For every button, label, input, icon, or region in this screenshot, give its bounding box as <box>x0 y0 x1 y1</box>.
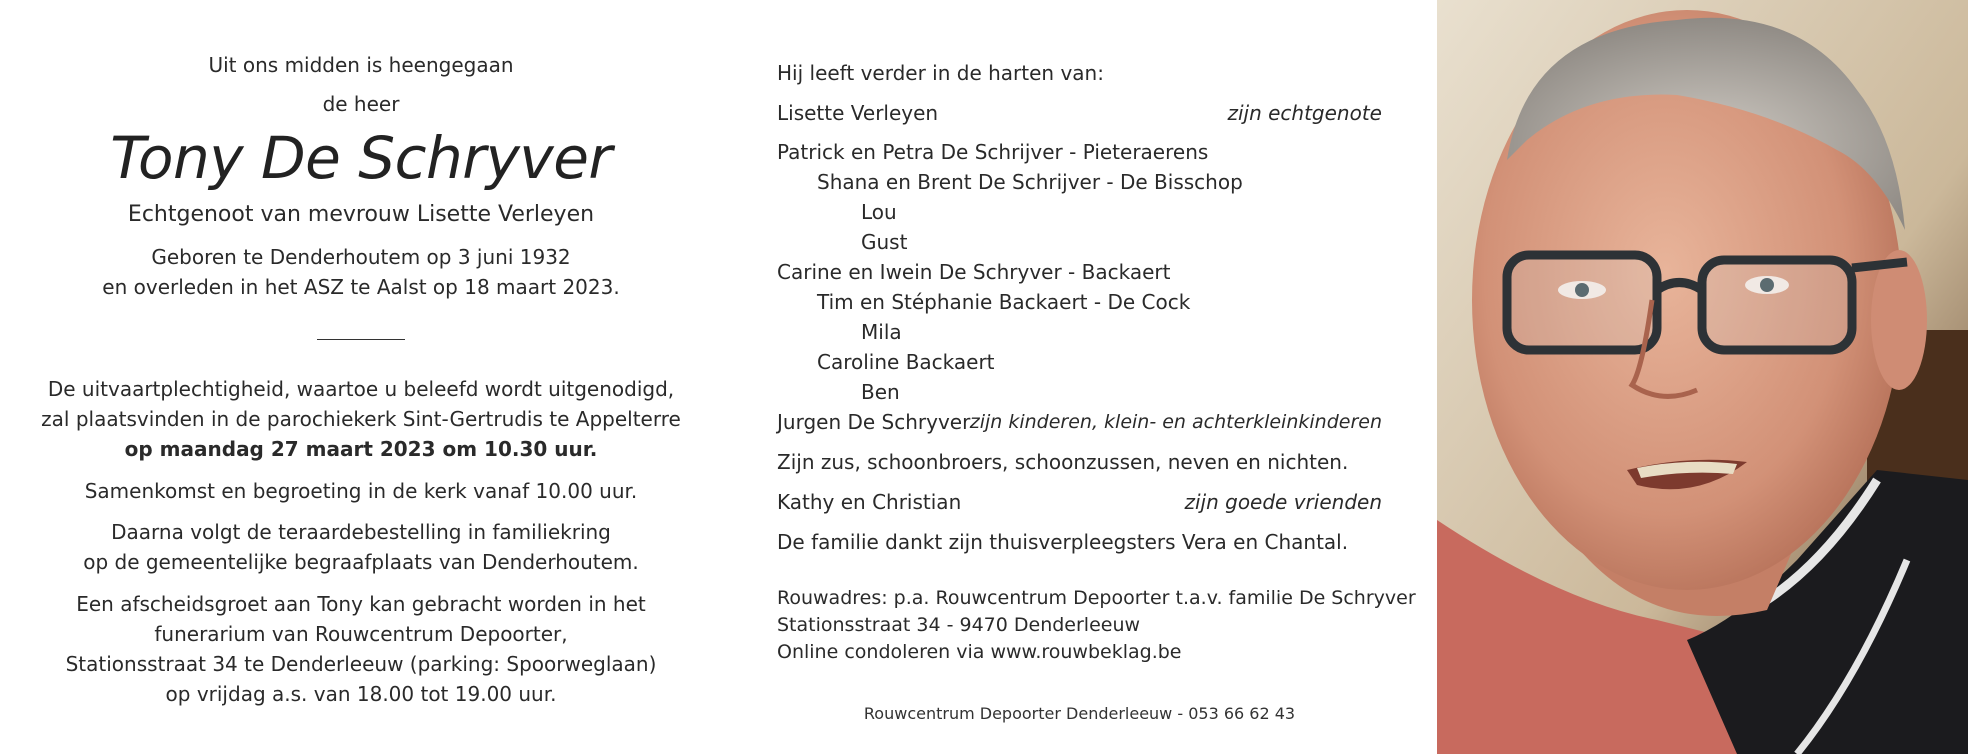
farewell-line-2: funerarium van Rouwcentrum Depoorter, <box>154 622 568 646</box>
burial-line-2: op de gemeentelijke begraafplaats van Denderhoutem. <box>83 550 639 574</box>
family-member: Carine en Iwein De Schryver - Backaert <box>777 260 1171 284</box>
funeral-line-2: zal plaatsvinden in de parochiekerk Sint-Gertrudis te Appelterre <box>41 407 681 431</box>
address-line-2: Stationsstraat 34 - 9470 Denderleeuw <box>777 614 1141 636</box>
burial-line-1: Daarna volgt de teraardebestelling in familiekring <box>111 520 611 544</box>
address-line-1: Rouwadres: p.a. Rouwcentrum Depoorter t.a.v. familie De Schryver <box>777 587 1416 609</box>
family-member: Shana en Brent De Schrijver - De Bisschop <box>817 170 1243 194</box>
wife-row <box>777 98 1382 128</box>
children-role: zijn kinderen, klein- en achterkleinkinderen <box>969 411 1382 433</box>
family-heading: Hij leeft verder in de harten van: <box>777 61 1104 85</box>
friends-name: Kathy en Christian <box>777 490 962 514</box>
portrait-photo <box>1437 0 1968 754</box>
title-text: de heer <box>322 92 400 116</box>
family-column <box>777 0 1416 754</box>
wife-role: zijn echtgenote <box>1227 101 1382 125</box>
family-member: Ben <box>861 380 900 404</box>
family-member: Mila <box>861 320 902 344</box>
announcement-column <box>0 0 722 754</box>
family-member: Gust <box>861 230 908 254</box>
condolence-line: Online condoleren via www.rouwbeklag.be <box>777 641 1182 663</box>
friends-row <box>777 487 1382 517</box>
gathering-text: Samenkomst en begroeting in de kerk vanaf 10.00 uur. <box>84 479 638 503</box>
death-text: en overleden in het ASZ te Aalst op 18 maart 2023. <box>102 275 620 299</box>
birth-text: Geboren te Denderhoutem op 3 juni 1932 <box>151 245 571 269</box>
thanks-text: De familie dankt zijn thuisverpleegsters Vera en Chantal. <box>777 530 1349 554</box>
family-member: Jurgen De Schryver <box>777 410 971 434</box>
family-member: Tim en Stéphanie Backaert - De Cock <box>817 290 1191 314</box>
family-member: Patrick en Petra De Schrijver - Pieteraerens <box>777 140 1209 164</box>
wife-name: Lisette Verleyen <box>777 101 939 125</box>
friends-role: zijn goede vrienden <box>1184 490 1382 514</box>
divider <box>317 339 405 340</box>
deceased-name: Tony De Schryver <box>110 124 612 192</box>
footer-contact: Rouwcentrum Depoorter Denderleeuw - 053 66 62 43 <box>863 704 1296 723</box>
family-member: Caroline Backaert <box>817 350 995 374</box>
farewell-line-3: Stationsstraat 34 te Denderleeuw (parking: Spoorweglaan) <box>65 652 657 676</box>
siblings-text: Zijn zus, schoonbroers, schoonzussen, neven en nichten. <box>777 450 1349 474</box>
farewell-line-1: Een afscheidsgroet aan Tony kan gebracht worden in het <box>76 592 646 616</box>
funeral-line-1: De uitvaartplechtigheid, waartoe u beleefd wordt uitgenodigd, <box>47 377 675 401</box>
spouse-text: Echtgenoot van mevrouw Lisette Verleyen <box>127 202 595 227</box>
farewell-line-4: op vrijdag a.s. van 18.00 tot 19.00 uur. <box>165 682 557 706</box>
family-member: Lou <box>861 200 897 224</box>
funeral-date: op maandag 27 maart 2023 om 10.30 uur. <box>124 437 598 461</box>
intro-text: Uit ons midden is heengegaan <box>208 53 514 77</box>
children-row <box>777 407 1382 437</box>
